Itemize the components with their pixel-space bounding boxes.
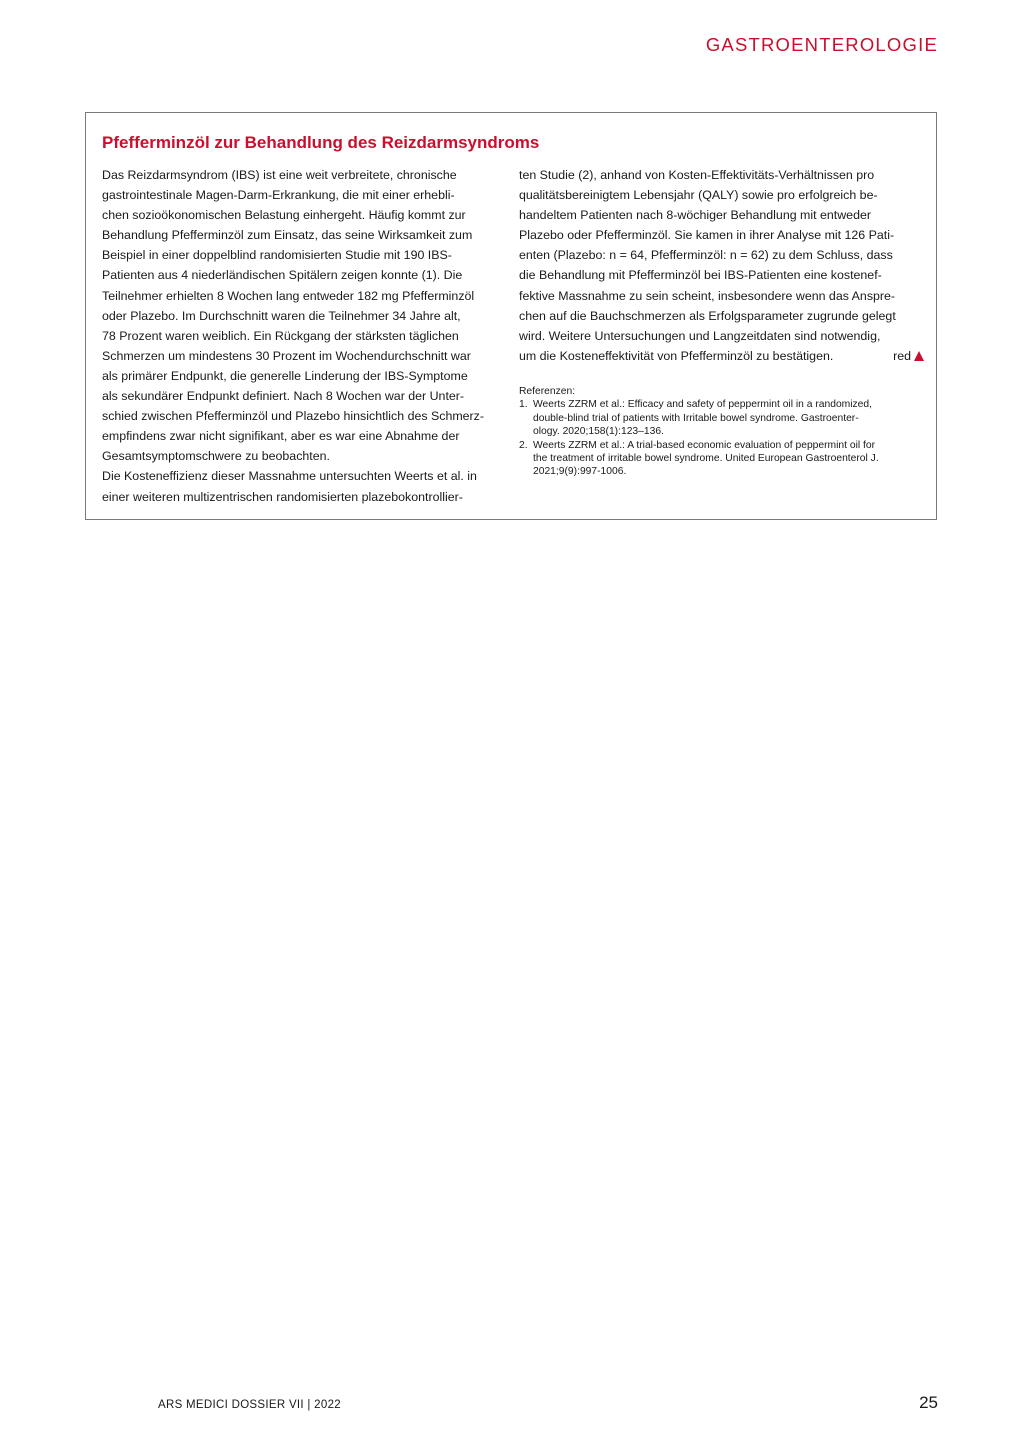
reference-item <box>519 398 924 438</box>
text-line: Teilnehmer erhielten 8 Wochen lang entweder 182 mg Pfefferminzöl <box>102 288 475 303</box>
body-paragraph-left <box>102 165 510 507</box>
page-number: 25 <box>919 1393 938 1412</box>
reference-item <box>519 439 924 479</box>
reference-number: 1. <box>519 399 528 411</box>
text-line: Schmerzen um mindestens 30 Prozent im Wochendurchschnitt war <box>102 348 471 363</box>
text-line: chen auf die Bauchschmerzen als Erfolgsparameter zugrunde gelegt <box>519 308 896 323</box>
text-line: Behandlung Pfefferminzöl zum Einsatz, das seine Wirksamkeit zum <box>102 228 473 243</box>
text-line: oder Plazebo. Im Durchschnitt waren die Teilnehmer 34 Jahre alt, <box>102 308 461 323</box>
text-line: enten (Plazebo: n = 64, Pfefferminzöl: n = 62) zu dem Schluss, dass <box>519 248 893 263</box>
reference-line: ology. 2020;158(1):123–136. <box>533 426 664 438</box>
red-triangle-icon <box>914 351 924 361</box>
text-line: einer weiteren multizentrischen randomisierten plazebokontrollier- <box>102 489 463 504</box>
reference-text <box>533 439 924 479</box>
text-line: schied zwischen Pfefferminzöl und Plazebo hinsichtlich des Schmerz- <box>102 409 484 424</box>
text-line: um die Kosteneffektivität von Pfefferminzöl zu bestätigen. <box>519 348 834 363</box>
text-line: ten Studie (2), anhand von Kosten-Effektivitäts-Verhältnissen pro <box>519 168 875 182</box>
signature-text: red <box>893 348 911 363</box>
text-line: handeltem Patienten nach 8-wöchiger Behandlung mit entweder <box>519 208 871 223</box>
box-title: Pfefferminzöl zur Behandlung des Reizdarmsyndroms <box>102 133 540 152</box>
reference-text <box>533 398 924 438</box>
text-line: Patienten aus 4 niederländischen Spitälern zeigen konnte (1). Die <box>102 268 463 283</box>
text-line: fektive Massnahme zu sein scheint, insbesondere wenn das Anspre- <box>519 288 896 303</box>
text-line: gastrointestinale Magen-Darm-Erkrankung, die mit einer erhebli- <box>102 188 455 203</box>
left-column <box>102 165 510 507</box>
text-line: als sekundärer Endpunkt definiert. Nach 8 Wochen war der Unter- <box>102 389 465 404</box>
reference-number: 2. <box>519 439 528 451</box>
body-paragraph-right <box>519 165 924 366</box>
author-signature <box>893 346 924 366</box>
text-line: als primärer Endpunkt, die generelle Linderung der IBS-Symptome <box>102 368 468 383</box>
reference-line: Weerts ZZRM et al.: A trial-based economic evaluation of peppermint oil for <box>533 439 876 451</box>
right-column <box>519 165 924 479</box>
text-line: Gesamtsymptomschwere zu beobachten. <box>102 449 330 464</box>
text-line: qualitätsbereinigtem Lebensjahr (QALY) sowie pro erfolgreich be- <box>519 188 878 203</box>
reference-line: double-blind trial of patients with Irritable bowel syndrome. Gastroenter- <box>533 412 859 424</box>
text-line: Plazebo oder Pfefferminzöl. Sie kamen in ihrer Analyse mit 126 Pati- <box>519 228 895 243</box>
section-label: GASTROENTEROLOGIE <box>705 34 938 55</box>
info-box <box>85 112 937 520</box>
text-line: Die Kosteneffizienz dieser Massnahme untersuchten Weerts et al. in <box>102 469 477 484</box>
text-line: die Behandlung mit Pfefferminzöl bei IBS-Patienten eine kostenef- <box>519 268 882 283</box>
text-line: Beispiel in einer doppelblind randomisierten Studie mit 190 IBS- <box>102 248 452 263</box>
text-line: 78 Prozent waren weiblich. Ein Rückgang der stärksten täglichen <box>102 328 459 343</box>
text-line: empfindens zwar nicht signifikant, aber es war eine Abnahme der <box>102 429 460 444</box>
closing-line <box>519 346 924 366</box>
references-heading: Referenzen: <box>519 385 576 397</box>
reference-line: 2021;9(9):997-1006. <box>533 466 627 478</box>
text-line: wird. Weitere Untersuchungen und Langzeitdaten sind notwendig, <box>519 328 881 343</box>
text-line: chen sozioökonomischen Belastung einhergeht. Häufig kommt zur <box>102 208 466 223</box>
references <box>519 385 924 479</box>
text-line: Das Reizdarmsyndrom (IBS) ist eine weit verbreitete, chronische <box>102 168 457 182</box>
reference-line: the treatment of irritable bowel syndrome. United European Gastroenterol J. <box>533 452 879 464</box>
reference-line: Weerts ZZRM et al.: Efficacy and safety of peppermint oil in a randomized, <box>533 399 872 411</box>
footer-journal: ARS MEDICI DOSSIER VII | 2022 <box>158 1399 341 1411</box>
